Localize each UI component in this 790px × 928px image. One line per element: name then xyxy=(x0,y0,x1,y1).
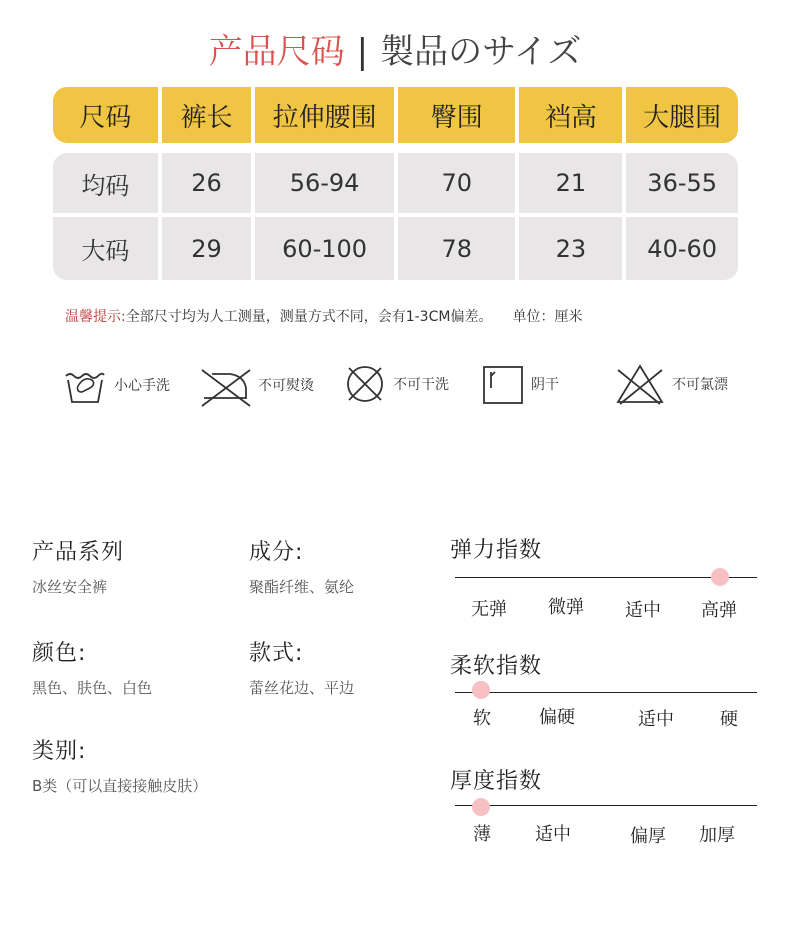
care-label: 不可熨烫 xyxy=(258,378,314,394)
scale-title: 柔软指数 xyxy=(450,654,543,679)
no-dry-clean-icon xyxy=(343,362,387,406)
prop-key: 颜色: xyxy=(32,641,87,666)
table-cell: 36-55 xyxy=(622,153,738,213)
no-bleach-icon xyxy=(614,362,666,406)
prop-value: 蕾丝花边、平边 xyxy=(249,679,355,697)
table-cell: 56-94 xyxy=(251,153,394,213)
scale-label: 适中 xyxy=(535,824,571,845)
prop-color xyxy=(32,636,152,698)
prop-value: 冰丝安全裤 xyxy=(32,578,108,596)
scale-label: 适中 xyxy=(625,600,661,621)
unit-label: 单位：厘米 xyxy=(512,309,583,325)
care-label: 不可氯漂 xyxy=(672,377,728,393)
header-size: 尺码 xyxy=(79,102,132,133)
prop-key: 款式: xyxy=(249,641,304,666)
scale-label: 高弹 xyxy=(701,600,737,621)
prop-series xyxy=(32,535,124,597)
page-title xyxy=(0,24,790,73)
measurement-tip xyxy=(65,306,582,326)
hand-wash-icon xyxy=(62,362,108,408)
scale-line xyxy=(455,692,757,693)
title-jp: 製品のサイズ xyxy=(380,32,582,72)
header-hip: 臀围 xyxy=(394,87,515,143)
table-cell: 23 xyxy=(515,217,622,280)
scale-label: 硬 xyxy=(720,709,738,730)
shade-dry-icon xyxy=(481,362,525,406)
header-length: 裤长 xyxy=(158,87,251,143)
care-no-iron xyxy=(200,362,314,408)
scale-label: 偏厚 xyxy=(630,826,666,847)
table-cell: 大码 xyxy=(81,237,130,265)
prop-key: 成分: xyxy=(249,540,304,565)
scale-marker xyxy=(711,568,729,586)
header-thigh: 大腿围 xyxy=(622,87,738,143)
no-iron-icon xyxy=(200,362,252,408)
prop-value: 黑色、肤色、白色 xyxy=(32,679,153,697)
scale-line xyxy=(455,805,757,806)
care-label: 不可干洗 xyxy=(393,377,449,393)
care-no-bleach xyxy=(614,362,728,406)
scale-label: 软 xyxy=(473,708,491,729)
table-cell: 29 xyxy=(158,217,251,280)
scale-title: 弹力指数 xyxy=(450,538,543,563)
size-table xyxy=(53,87,738,280)
care-no-dry-clean xyxy=(343,362,449,406)
prop-style xyxy=(249,636,354,698)
prop-key: 产品系列 xyxy=(32,540,125,565)
care-label: 阴干 xyxy=(531,377,559,393)
table-row xyxy=(53,213,738,280)
care-hand-wash xyxy=(62,362,170,408)
header-waist: 拉伸腰围 xyxy=(251,87,394,143)
table-body xyxy=(53,153,738,280)
prop-value: 聚酯纤维、氨纶 xyxy=(249,578,355,596)
scale-marker xyxy=(472,681,490,699)
elasticity-scale xyxy=(450,533,757,623)
table-cell: 70 xyxy=(394,153,515,213)
table-header-row xyxy=(53,87,738,143)
care-label: 小心手洗 xyxy=(114,378,170,394)
scale-title: 厚度指数 xyxy=(450,769,543,794)
table-cell: 40-60 xyxy=(622,217,738,280)
scale-marker xyxy=(472,798,490,816)
table-cell: 均码 xyxy=(81,171,130,200)
thickness-scale xyxy=(450,764,757,854)
table-cell: 78 xyxy=(394,217,515,280)
header-rise: 裆高 xyxy=(515,87,622,143)
title-separator: | xyxy=(356,32,369,72)
softness-scale xyxy=(450,649,757,739)
scale-label: 偏硬 xyxy=(539,707,575,728)
scale-label: 微弹 xyxy=(548,597,584,618)
tip-text: 全部尺寸均为人工测量，测量方式不同，会有1-3CM偏差。 xyxy=(125,309,493,325)
scale-label: 加厚 xyxy=(699,825,735,846)
scale-label: 适中 xyxy=(638,709,674,730)
prop-category xyxy=(32,734,207,796)
title-cn: 产品尺码 xyxy=(208,32,345,72)
table-cell: 26 xyxy=(158,153,251,213)
prop-key: 类别: xyxy=(32,739,87,764)
scale-label: 无弹 xyxy=(471,599,507,620)
tip-label: 温馨提示: xyxy=(65,309,126,325)
table-row xyxy=(53,153,738,213)
care-shade-dry xyxy=(481,362,559,406)
prop-value: B类（可以直接接触皮肤） xyxy=(32,777,208,795)
scale-label: 薄 xyxy=(473,824,491,845)
table-cell: 21 xyxy=(515,153,622,213)
prop-material xyxy=(249,535,354,597)
table-cell: 60-100 xyxy=(251,217,394,280)
